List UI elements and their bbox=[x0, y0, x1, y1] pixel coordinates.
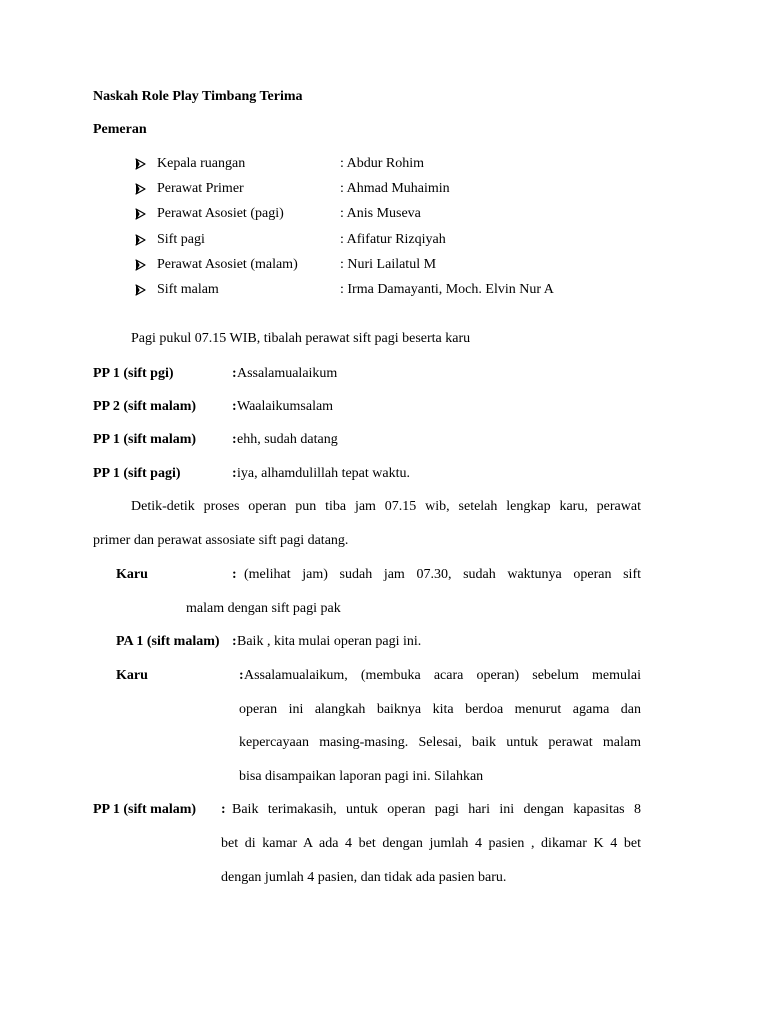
dialog-text: bet di kamar A ada 4 bet dengan jumlah 4 pasien , dikamar K 4 bet bbox=[221, 836, 641, 851]
document-title: Naskah Role Play Timbang Terima bbox=[93, 89, 303, 104]
cast-role: Sift malam bbox=[157, 282, 219, 297]
speaker-label: PP 1 (sift pgi) bbox=[93, 366, 174, 381]
speaker-label: Karu bbox=[116, 668, 148, 683]
cast-name: : Abdur Rohim bbox=[340, 156, 425, 171]
cast-role: Kepala ruangan bbox=[157, 156, 246, 171]
cast-name: : Nuri Lailatul M bbox=[340, 257, 437, 272]
dialog-text: iya, alhamdulillah tepat waktu. bbox=[237, 466, 411, 481]
dialog-colon: : bbox=[232, 466, 237, 481]
arrow-bullet-icon bbox=[134, 180, 148, 198]
dialog-text: Baik terimakasih, untuk operan pagi hari ini dengan kapasitas 8 bbox=[232, 802, 641, 817]
cast-role: Sift pagi bbox=[157, 232, 205, 247]
dialog-text: Waalaikumsalam bbox=[237, 399, 334, 414]
arrow-bullet-icon bbox=[134, 205, 148, 223]
dialog-text: ehh, sudah datang bbox=[237, 432, 338, 447]
arrow-bullet-icon bbox=[134, 231, 148, 249]
cast-heading: Pemeran bbox=[93, 122, 147, 137]
narration-line: primer dan perawat assosiate sift pagi datang. bbox=[93, 533, 349, 548]
speaker-label: PA 1 (sift malam) bbox=[116, 634, 220, 649]
cast-role: Perawat Asosiet (pagi) bbox=[157, 206, 284, 221]
dialog-text: bisa disampaikan laporan pagi ini. Silahkan bbox=[239, 769, 484, 784]
dialog-text: operan ini alangkah baiknya kita berdoa menurut agama dan bbox=[239, 702, 641, 717]
dialog-colon: : bbox=[232, 366, 237, 381]
narration-paragraph: Pagi pukul 07.15 WIB, tibalah perawat sift pagi beserta karu bbox=[131, 331, 471, 346]
dialog-text: Baik , kita mulai operan pagi ini. bbox=[237, 634, 422, 649]
speaker-label: PP 1 (sift malam) bbox=[93, 802, 197, 817]
arrow-bullet-icon bbox=[134, 155, 148, 173]
narration-line: Detik-detik proses operan pun tiba jam 07.15 wib, setelah lengkap karu, perawat bbox=[131, 499, 641, 514]
cast-name: : Afifatur Rizqiyah bbox=[340, 232, 446, 247]
dialog-colon: : bbox=[232, 567, 237, 582]
cast-name: : Ahmad Muhaimin bbox=[340, 181, 450, 196]
dialog-text: kepercayaan masing-masing. Selesai, baik untuk perawat malam bbox=[239, 735, 641, 750]
speaker-label: PP 2 (sift malam) bbox=[93, 399, 197, 414]
dialog-colon: : bbox=[232, 634, 237, 649]
dialog-text: Assalamualaikum, (membuka acara operan) sebelum memulai bbox=[244, 668, 641, 683]
speaker-label: PP 1 (sift malam) bbox=[93, 432, 197, 447]
dialog-text: (melihat jam) sudah jam 07.30, sudah waktunya operan sift bbox=[244, 567, 641, 582]
cast-role: Perawat Primer bbox=[157, 181, 244, 196]
cast-role: Perawat Asosiet (malam) bbox=[157, 257, 298, 272]
speaker-label: Karu bbox=[116, 567, 148, 582]
speaker-label: PP 1 (sift pagi) bbox=[93, 466, 181, 481]
dialog-colon: : bbox=[232, 399, 237, 414]
arrow-bullet-icon bbox=[134, 256, 148, 274]
dialog-text: Assalamualaikum bbox=[237, 366, 338, 381]
dialog-colon: : bbox=[221, 802, 226, 817]
arrow-bullet-icon bbox=[134, 281, 148, 299]
dialog-text: malam dengan sift pagi pak bbox=[186, 601, 341, 616]
cast-name: : Irma Damayanti, Moch. Elvin Nur A bbox=[340, 282, 554, 297]
cast-name: : Anis Museva bbox=[340, 206, 421, 221]
dialog-colon: : bbox=[232, 432, 237, 447]
dialog-colon: : bbox=[239, 668, 244, 683]
dialog-text: dengan jumlah 4 pasien, dan tidak ada pasien baru. bbox=[221, 870, 507, 885]
